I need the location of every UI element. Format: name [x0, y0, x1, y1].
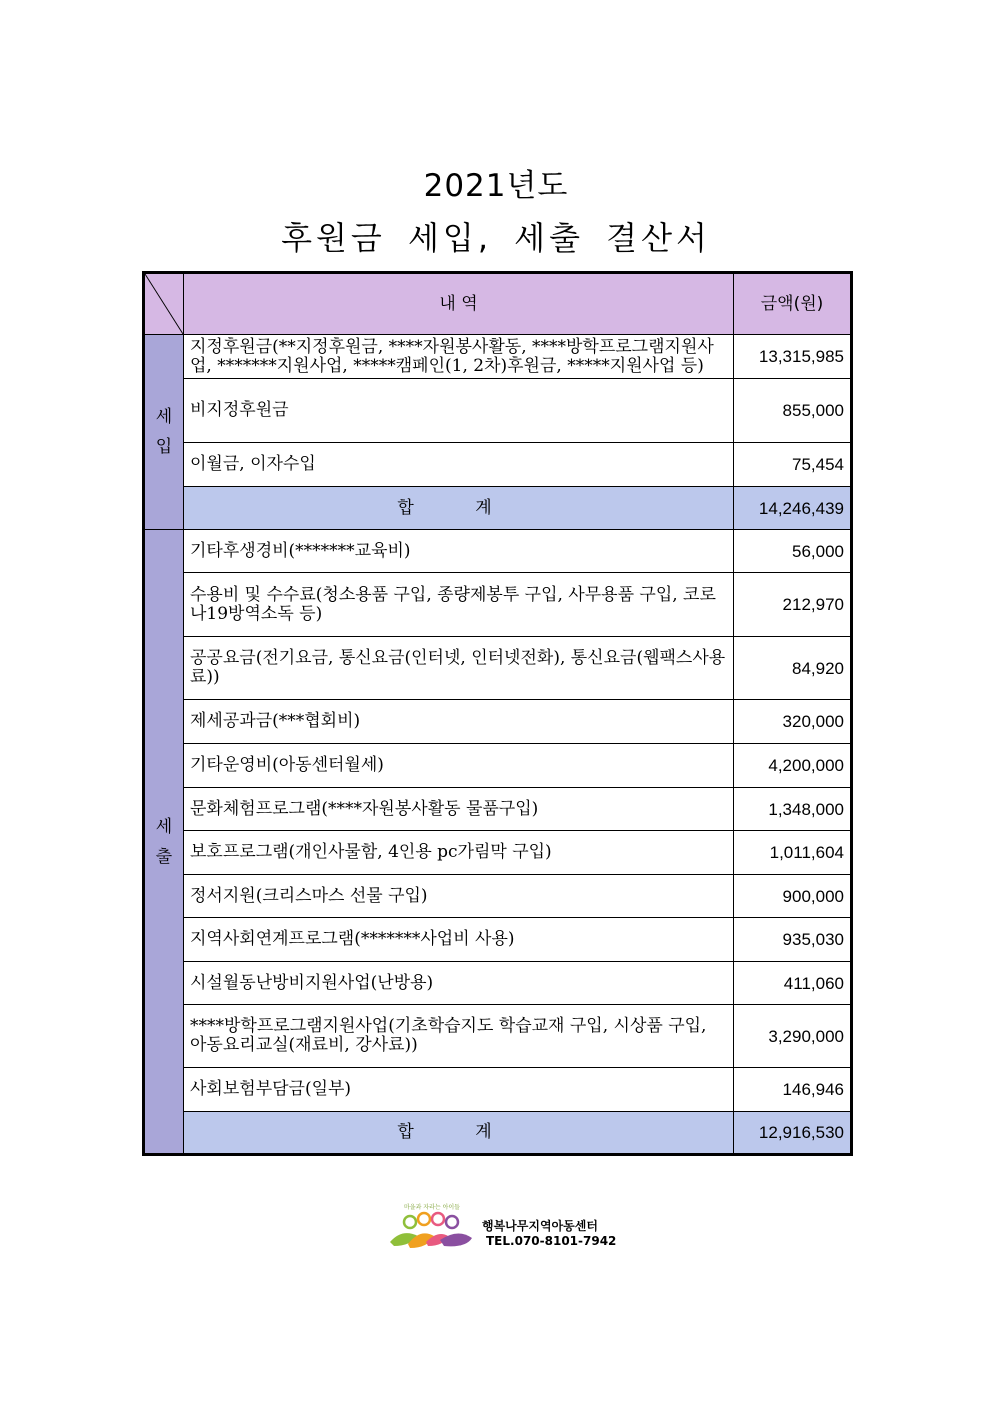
income-total-label: 합 계 — [184, 487, 734, 530]
table-row — [144, 875, 852, 918]
row-label: 기타후생경비(*******교육비) — [184, 530, 734, 573]
row-amount: 84,920 — [734, 637, 852, 700]
row-label: 수용비 및 수수료(청소용품 구입, 종량제봉투 구입, 사무용품 구입, 코로나19방역소독 등) — [184, 573, 734, 637]
row-amount: 900,000 — [734, 875, 852, 918]
income-total-row — [144, 487, 852, 530]
settlement-table — [142, 271, 853, 1156]
row-amount: 212,970 — [734, 573, 852, 637]
expense-total-label: 합 계 — [184, 1112, 734, 1155]
row-label: 보호프로그램(개인사물함, 4인용 pc가림막 구입) — [184, 831, 734, 875]
income-total-amount: 14,246,439 — [734, 487, 852, 530]
org-tel: TEL.070-8101-7942 — [486, 1234, 617, 1248]
row-amount: 146,946 — [734, 1068, 852, 1112]
table-row — [144, 335, 852, 379]
table-row — [144, 637, 852, 700]
table-row — [144, 788, 852, 831]
row-label: 지정후원금(**지정후원금, ****자원봉사활동, ****방학프로그램지원사업, *******지원사업, *****캠페인(1, 2차)후원금, *****지원사업 등) — [184, 335, 734, 379]
header-diagonal-cell — [144, 273, 184, 335]
center-logo-icon — [388, 1200, 476, 1252]
document-year: 2021년도 — [423, 168, 569, 204]
expense-total-row — [144, 1112, 852, 1155]
org-name: 행복나무지역아동센터 — [482, 1219, 598, 1233]
expense-total-amount: 12,916,530 — [734, 1112, 852, 1155]
row-label: 사회보험부담금(일부) — [184, 1068, 734, 1112]
header-amount: 금액(원) — [734, 273, 852, 335]
row-label: 정서지원(크리스마스 선물 구입) — [184, 875, 734, 918]
table-row — [144, 1068, 852, 1112]
row-amount: 1,011,604 — [734, 831, 852, 875]
row-amount: 411,060 — [734, 962, 852, 1005]
table-row — [144, 443, 852, 487]
footer — [388, 1200, 628, 1260]
row-label: 시설월동난방비지원사업(난방용) — [184, 962, 734, 1005]
table-row — [144, 530, 852, 573]
row-amount: 3,290,000 — [734, 1005, 852, 1068]
row-label: 이월금, 이자수입 — [184, 443, 734, 487]
table-row — [144, 744, 852, 788]
table-row — [144, 962, 852, 1005]
table-row — [144, 379, 852, 443]
header-item: 내 역 — [184, 273, 734, 335]
row-amount: 855,000 — [734, 379, 852, 443]
row-label: 비지정후원금 — [184, 379, 734, 443]
table-row — [144, 918, 852, 962]
table-header-row — [144, 273, 852, 335]
row-amount: 1,348,000 — [734, 788, 852, 831]
logo-slogan: 마을과 자라는 아이들 — [404, 1204, 460, 1211]
row-label: 기타운영비(아동센터월세) — [184, 744, 734, 788]
row-amount: 4,200,000 — [734, 744, 852, 788]
row-amount: 13,315,985 — [734, 335, 852, 379]
row-amount: 320,000 — [734, 700, 852, 744]
table-row — [144, 573, 852, 637]
table-row — [144, 831, 852, 875]
row-amount: 56,000 — [734, 530, 852, 573]
row-label: ****방학프로그램지원사업(기초학습지도 학습교재 구입, 시상품 구입, 아동요리교실(재료비, 강사료)) — [184, 1005, 734, 1068]
document-title: 후원금 세입, 세출 결산서 — [281, 219, 711, 257]
income-section-label: 세 입 — [144, 335, 184, 530]
row-label: 제세공과금(***협회비) — [184, 700, 734, 744]
table-row — [144, 700, 852, 744]
row-label: 지역사회연계프로그램(*******사업비 사용) — [184, 918, 734, 962]
row-label: 공공요금(전기요금, 통신요금(인터넷, 인터넷전화), 통신요금(웹팩스사용료)) — [184, 637, 734, 700]
row-amount: 935,030 — [734, 918, 852, 962]
row-label: 문화체험프로그램(****자원봉사활동 물품구입) — [184, 788, 734, 831]
table-row — [144, 1005, 852, 1068]
expense-section-label: 세 출 — [144, 530, 184, 1155]
row-amount: 75,454 — [734, 443, 852, 487]
